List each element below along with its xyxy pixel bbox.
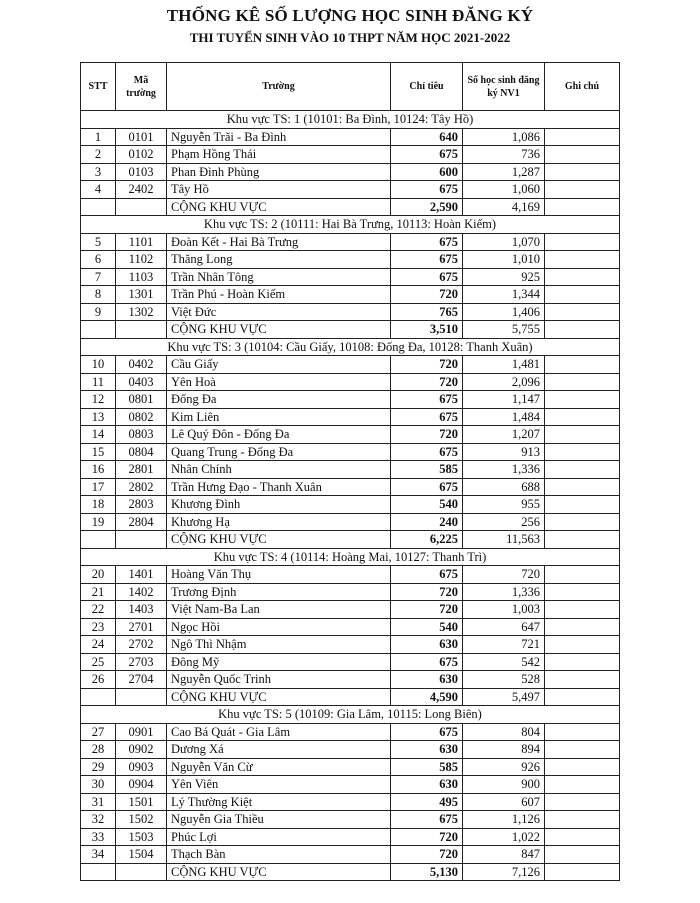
registered-cell: 1,126 bbox=[463, 811, 545, 829]
quota-cell: 675 bbox=[391, 653, 463, 671]
quota-cell: 675 bbox=[391, 181, 463, 199]
table-row bbox=[81, 356, 620, 374]
note-cell bbox=[545, 373, 620, 391]
registered-cell: 720 bbox=[463, 566, 545, 584]
table-row bbox=[81, 443, 620, 461]
school-code-cell: 1302 bbox=[116, 303, 167, 321]
note-cell bbox=[545, 811, 620, 829]
quota-cell: 675 bbox=[391, 391, 463, 409]
registered-cell: 2,096 bbox=[463, 373, 545, 391]
school-name-cell: Nguyễn Văn Cừ bbox=[167, 758, 391, 776]
school-name-cell: Trần Nhân Tông bbox=[167, 268, 391, 286]
total-registered: 4,169 bbox=[463, 198, 545, 216]
registered-cell: 1,336 bbox=[463, 583, 545, 601]
note-cell bbox=[545, 233, 620, 251]
table-row bbox=[81, 583, 620, 601]
school-name-cell: Ngô Thì Nhậm bbox=[167, 636, 391, 654]
total-quota: 5,130 bbox=[391, 863, 463, 881]
school-code-cell: 2701 bbox=[116, 618, 167, 636]
school-code-cell: 0402 bbox=[116, 356, 167, 374]
empty-cell bbox=[116, 863, 167, 881]
school-name-cell: Quang Trung - Đống Đa bbox=[167, 443, 391, 461]
school-name-cell: Yên Hoà bbox=[167, 373, 391, 391]
note-cell bbox=[545, 268, 620, 286]
table-row bbox=[81, 461, 620, 479]
registered-cell: 1,207 bbox=[463, 426, 545, 444]
table-row bbox=[81, 303, 620, 321]
header-chi-tieu: Chỉ tiêu bbox=[391, 63, 463, 111]
total-quota: 3,510 bbox=[391, 321, 463, 339]
note-cell bbox=[545, 478, 620, 496]
school-name-cell: Việt Nam-Ba Lan bbox=[167, 601, 391, 619]
school-name-cell: Nguyễn Gia Thiều bbox=[167, 811, 391, 829]
school-code-cell: 1401 bbox=[116, 566, 167, 584]
empty-cell bbox=[116, 531, 167, 549]
area-label: Khu vực TS: 3 (10104: Cầu Giấy, 10108: Đống Đa, 10128: Thanh Xuân) bbox=[81, 338, 620, 356]
school-code-cell: 1501 bbox=[116, 793, 167, 811]
school-code-cell: 1503 bbox=[116, 828, 167, 846]
school-code-cell: 1402 bbox=[116, 583, 167, 601]
area-header-row bbox=[81, 548, 620, 566]
table-row bbox=[81, 251, 620, 269]
quota-cell: 720 bbox=[391, 286, 463, 304]
total-label: CỘNG KHU VỰC bbox=[167, 863, 391, 881]
school-name-cell: Việt Đức bbox=[167, 303, 391, 321]
registered-cell: 647 bbox=[463, 618, 545, 636]
note-cell bbox=[545, 671, 620, 689]
registered-cell: 736 bbox=[463, 146, 545, 164]
note-cell bbox=[545, 566, 620, 584]
stt-cell: 3 bbox=[81, 163, 116, 181]
stt-cell: 24 bbox=[81, 636, 116, 654]
empty-cell bbox=[116, 688, 167, 706]
quota-cell: 630 bbox=[391, 636, 463, 654]
school-code-cell: 1102 bbox=[116, 251, 167, 269]
total-quota: 2,590 bbox=[391, 198, 463, 216]
quota-cell: 720 bbox=[391, 601, 463, 619]
school-code-cell: 0803 bbox=[116, 426, 167, 444]
registered-cell: 913 bbox=[463, 443, 545, 461]
area-label: Khu vực TS: 4 (10114: Hoàng Mai, 10127: Thanh Trì) bbox=[81, 548, 620, 566]
stt-cell: 21 bbox=[81, 583, 116, 601]
school-name-cell: Lê Quý Đôn - Đống Đa bbox=[167, 426, 391, 444]
table-body bbox=[81, 111, 620, 881]
school-name-cell: Kim Liên bbox=[167, 408, 391, 426]
school-code-cell: 0804 bbox=[116, 443, 167, 461]
total-quota: 6,225 bbox=[391, 531, 463, 549]
area-total-row bbox=[81, 321, 620, 339]
quota-cell: 630 bbox=[391, 741, 463, 759]
stt-cell: 28 bbox=[81, 741, 116, 759]
quota-cell: 720 bbox=[391, 583, 463, 601]
quota-cell: 720 bbox=[391, 373, 463, 391]
registered-cell: 1,003 bbox=[463, 601, 545, 619]
empty-cell bbox=[81, 531, 116, 549]
stt-cell: 29 bbox=[81, 758, 116, 776]
total-quota: 4,590 bbox=[391, 688, 463, 706]
table-row bbox=[81, 146, 620, 164]
school-name-cell: Cầu Giấy bbox=[167, 356, 391, 374]
quota-cell: 600 bbox=[391, 163, 463, 181]
registered-cell: 542 bbox=[463, 653, 545, 671]
header-so-hoc-sinh: Số học sinh đăng ký NV1 bbox=[463, 63, 545, 111]
header-ghi-chu: Ghi chú bbox=[545, 63, 620, 111]
total-label: CỘNG KHU VỰC bbox=[167, 198, 391, 216]
header-stt: STT bbox=[81, 63, 116, 111]
registered-cell: 925 bbox=[463, 268, 545, 286]
table-row bbox=[81, 373, 620, 391]
table-row bbox=[81, 513, 620, 531]
header-ma-truong: Mã trường bbox=[116, 63, 167, 111]
area-total-row bbox=[81, 688, 620, 706]
quota-cell: 720 bbox=[391, 846, 463, 864]
stt-cell: 4 bbox=[81, 181, 116, 199]
table-row bbox=[81, 671, 620, 689]
note-cell bbox=[545, 461, 620, 479]
stt-cell: 2 bbox=[81, 146, 116, 164]
school-name-cell: Hoàng Văn Thụ bbox=[167, 566, 391, 584]
registered-cell: 607 bbox=[463, 793, 545, 811]
table-row bbox=[81, 793, 620, 811]
registered-cell: 894 bbox=[463, 741, 545, 759]
school-name-cell: Nhân Chính bbox=[167, 461, 391, 479]
table-row bbox=[81, 723, 620, 741]
note-cell bbox=[545, 531, 620, 549]
area-total-row bbox=[81, 863, 620, 881]
school-code-cell: 1301 bbox=[116, 286, 167, 304]
school-name-cell: Đống Đa bbox=[167, 391, 391, 409]
note-cell bbox=[545, 863, 620, 881]
school-code-cell: 0103 bbox=[116, 163, 167, 181]
note-cell bbox=[545, 828, 620, 846]
school-code-cell: 2702 bbox=[116, 636, 167, 654]
stt-cell: 1 bbox=[81, 128, 116, 146]
stt-cell: 34 bbox=[81, 846, 116, 864]
table-row bbox=[81, 268, 620, 286]
school-code-cell: 0901 bbox=[116, 723, 167, 741]
school-name-cell: Đoàn Kết - Hai Bà Trưng bbox=[167, 233, 391, 251]
table-row bbox=[81, 758, 620, 776]
quota-cell: 640 bbox=[391, 128, 463, 146]
school-code-cell: 1101 bbox=[116, 233, 167, 251]
registered-cell: 955 bbox=[463, 496, 545, 514]
table-row bbox=[81, 741, 620, 759]
quota-cell: 675 bbox=[391, 408, 463, 426]
table-row bbox=[81, 846, 620, 864]
school-name-cell: Phúc Lợi bbox=[167, 828, 391, 846]
note-cell bbox=[545, 758, 620, 776]
school-name-cell: Nguyễn Quốc Trinh bbox=[167, 671, 391, 689]
school-code-cell: 0802 bbox=[116, 408, 167, 426]
table-row bbox=[81, 828, 620, 846]
note-cell bbox=[545, 163, 620, 181]
registered-cell: 1,406 bbox=[463, 303, 545, 321]
school-name-cell: Yên Viên bbox=[167, 776, 391, 794]
stt-cell: 26 bbox=[81, 671, 116, 689]
quota-cell: 765 bbox=[391, 303, 463, 321]
area-header-row bbox=[81, 216, 620, 234]
stt-cell: 18 bbox=[81, 496, 116, 514]
quota-cell: 675 bbox=[391, 251, 463, 269]
school-code-cell: 0102 bbox=[116, 146, 167, 164]
registered-cell: 256 bbox=[463, 513, 545, 531]
note-cell bbox=[545, 303, 620, 321]
empty-cell bbox=[116, 198, 167, 216]
stt-cell: 8 bbox=[81, 286, 116, 304]
registered-cell: 1,287 bbox=[463, 163, 545, 181]
quota-cell: 675 bbox=[391, 478, 463, 496]
note-cell bbox=[545, 601, 620, 619]
school-name-cell: Ngọc Hồi bbox=[167, 618, 391, 636]
school-name-cell: Phạm Hồng Thái bbox=[167, 146, 391, 164]
empty-cell bbox=[81, 198, 116, 216]
note-cell bbox=[545, 513, 620, 531]
registered-cell: 688 bbox=[463, 478, 545, 496]
registered-cell: 1,060 bbox=[463, 181, 545, 199]
stt-cell: 7 bbox=[81, 268, 116, 286]
quota-cell: 720 bbox=[391, 828, 463, 846]
table-row bbox=[81, 636, 620, 654]
school-code-cell: 2801 bbox=[116, 461, 167, 479]
quota-cell: 675 bbox=[391, 723, 463, 741]
stt-cell: 17 bbox=[81, 478, 116, 496]
table-row bbox=[81, 478, 620, 496]
registered-cell: 847 bbox=[463, 846, 545, 864]
table-row bbox=[81, 181, 620, 199]
registered-cell: 804 bbox=[463, 723, 545, 741]
note-cell bbox=[545, 408, 620, 426]
table-row bbox=[81, 391, 620, 409]
quota-cell: 675 bbox=[391, 566, 463, 584]
registered-cell: 721 bbox=[463, 636, 545, 654]
note-cell bbox=[545, 793, 620, 811]
school-code-cell: 0801 bbox=[116, 391, 167, 409]
registered-cell: 1,147 bbox=[463, 391, 545, 409]
note-cell bbox=[545, 286, 620, 304]
table-row bbox=[81, 811, 620, 829]
school-name-cell: Lý Thường Kiệt bbox=[167, 793, 391, 811]
stt-cell: 11 bbox=[81, 373, 116, 391]
stt-cell: 22 bbox=[81, 601, 116, 619]
area-header-row bbox=[81, 706, 620, 724]
quota-cell: 630 bbox=[391, 776, 463, 794]
note-cell bbox=[545, 391, 620, 409]
area-header-row bbox=[81, 111, 620, 129]
school-name-cell: Khương Đình bbox=[167, 496, 391, 514]
area-label: Khu vực TS: 5 (10109: Gia Lâm, 10115: Long Biên) bbox=[81, 706, 620, 724]
school-code-cell: 1103 bbox=[116, 268, 167, 286]
note-cell bbox=[545, 636, 620, 654]
table-row bbox=[81, 653, 620, 671]
quota-cell: 540 bbox=[391, 618, 463, 636]
stt-cell: 5 bbox=[81, 233, 116, 251]
school-name-cell: Nguyễn Trãi - Ba Đình bbox=[167, 128, 391, 146]
stt-cell: 10 bbox=[81, 356, 116, 374]
registered-cell: 1,481 bbox=[463, 356, 545, 374]
table-row bbox=[81, 408, 620, 426]
note-cell bbox=[545, 618, 620, 636]
table-row bbox=[81, 426, 620, 444]
area-total-row bbox=[81, 531, 620, 549]
quota-cell: 630 bbox=[391, 671, 463, 689]
registered-cell: 1,010 bbox=[463, 251, 545, 269]
quota-cell: 675 bbox=[391, 811, 463, 829]
quota-cell: 675 bbox=[391, 146, 463, 164]
note-cell bbox=[545, 321, 620, 339]
school-name-cell: Đông Mỹ bbox=[167, 653, 391, 671]
quota-cell: 675 bbox=[391, 443, 463, 461]
note-cell bbox=[545, 181, 620, 199]
page-title: THỐNG KÊ SỐ LƯỢNG HỌC SINH ĐĂNG KÝ bbox=[166, 6, 534, 25]
header-truong: Trường bbox=[167, 63, 391, 111]
table-row bbox=[81, 128, 620, 146]
school-name-cell: Cao Bá Quát - Gia Lâm bbox=[167, 723, 391, 741]
school-code-cell: 0902 bbox=[116, 741, 167, 759]
stt-cell: 13 bbox=[81, 408, 116, 426]
quota-cell: 675 bbox=[391, 268, 463, 286]
note-cell bbox=[545, 583, 620, 601]
school-name-cell: Tây Hồ bbox=[167, 181, 391, 199]
stt-cell: 23 bbox=[81, 618, 116, 636]
stt-cell: 15 bbox=[81, 443, 116, 461]
stt-cell: 32 bbox=[81, 811, 116, 829]
quota-cell: 585 bbox=[391, 461, 463, 479]
note-cell bbox=[545, 496, 620, 514]
school-name-cell: Dương Xá bbox=[167, 741, 391, 759]
note-cell bbox=[545, 443, 620, 461]
school-code-cell: 2804 bbox=[116, 513, 167, 531]
school-code-cell: 0101 bbox=[116, 128, 167, 146]
quota-cell: 540 bbox=[391, 496, 463, 514]
stt-cell: 16 bbox=[81, 461, 116, 479]
page-subtitle: THI TUYỂN SINH VÀO 10 THPT NĂM HỌC 2021-2022 bbox=[189, 30, 511, 45]
note-cell bbox=[545, 356, 620, 374]
total-label: CỘNG KHU VỰC bbox=[167, 531, 391, 549]
total-registered: 11,563 bbox=[463, 531, 545, 549]
note-cell bbox=[545, 146, 620, 164]
table-row bbox=[81, 233, 620, 251]
note-cell bbox=[545, 198, 620, 216]
stt-cell: 14 bbox=[81, 426, 116, 444]
note-cell bbox=[545, 653, 620, 671]
note-cell bbox=[545, 128, 620, 146]
table-row bbox=[81, 776, 620, 794]
school-name-cell: Trần Phú - Hoàn Kiếm bbox=[167, 286, 391, 304]
stt-cell: 9 bbox=[81, 303, 116, 321]
total-registered: 5,755 bbox=[463, 321, 545, 339]
table-header-row bbox=[81, 63, 620, 111]
area-label: Khu vực TS: 1 (10101: Ba Đình, 10124: Tây Hồ) bbox=[81, 111, 620, 129]
quota-cell: 675 bbox=[391, 233, 463, 251]
note-cell bbox=[545, 688, 620, 706]
quota-cell: 720 bbox=[391, 356, 463, 374]
empty-cell bbox=[81, 321, 116, 339]
quota-cell: 720 bbox=[391, 426, 463, 444]
school-code-cell: 0903 bbox=[116, 758, 167, 776]
stt-cell: 19 bbox=[81, 513, 116, 531]
note-cell bbox=[545, 846, 620, 864]
registration-table bbox=[80, 62, 620, 881]
school-name-cell: Phan Đình Phùng bbox=[167, 163, 391, 181]
note-cell bbox=[545, 251, 620, 269]
school-name-cell: Trương Định bbox=[167, 583, 391, 601]
empty-cell bbox=[81, 688, 116, 706]
stt-cell: 20 bbox=[81, 566, 116, 584]
stt-cell: 6 bbox=[81, 251, 116, 269]
empty-cell bbox=[116, 321, 167, 339]
total-registered: 5,497 bbox=[463, 688, 545, 706]
school-code-cell: 2803 bbox=[116, 496, 167, 514]
registered-cell: 1,484 bbox=[463, 408, 545, 426]
table-row bbox=[81, 286, 620, 304]
quota-cell: 240 bbox=[391, 513, 463, 531]
note-cell bbox=[545, 776, 620, 794]
area-label: Khu vực TS: 2 (10111: Hai Bà Trưng, 10113: Hoàn Kiếm) bbox=[81, 216, 620, 234]
table-row bbox=[81, 601, 620, 619]
empty-cell bbox=[81, 863, 116, 881]
table-row bbox=[81, 163, 620, 181]
registered-cell: 1,086 bbox=[463, 128, 545, 146]
school-code-cell: 0904 bbox=[116, 776, 167, 794]
stt-cell: 12 bbox=[81, 391, 116, 409]
area-total-row bbox=[81, 198, 620, 216]
table-row bbox=[81, 496, 620, 514]
school-name-cell: Trần Hưng Đạo - Thanh Xuân bbox=[167, 478, 391, 496]
table-row bbox=[81, 618, 620, 636]
registered-cell: 900 bbox=[463, 776, 545, 794]
school-code-cell: 2802 bbox=[116, 478, 167, 496]
total-label: CỘNG KHU VỰC bbox=[167, 321, 391, 339]
stt-cell: 25 bbox=[81, 653, 116, 671]
school-code-cell: 2704 bbox=[116, 671, 167, 689]
registered-cell: 1,344 bbox=[463, 286, 545, 304]
stt-cell: 33 bbox=[81, 828, 116, 846]
stt-cell: 31 bbox=[81, 793, 116, 811]
registered-cell: 1,070 bbox=[463, 233, 545, 251]
note-cell bbox=[545, 741, 620, 759]
note-cell bbox=[545, 426, 620, 444]
school-code-cell: 0403 bbox=[116, 373, 167, 391]
school-name-cell: Thạch Bàn bbox=[167, 846, 391, 864]
quota-cell: 495 bbox=[391, 793, 463, 811]
stt-cell: 27 bbox=[81, 723, 116, 741]
school-code-cell: 2703 bbox=[116, 653, 167, 671]
area-header-row bbox=[81, 338, 620, 356]
school-code-cell: 1502 bbox=[116, 811, 167, 829]
stt-cell: 30 bbox=[81, 776, 116, 794]
registered-cell: 1,022 bbox=[463, 828, 545, 846]
total-registered: 7,126 bbox=[463, 863, 545, 881]
table-row bbox=[81, 566, 620, 584]
school-code-cell: 2402 bbox=[116, 181, 167, 199]
quota-cell: 585 bbox=[391, 758, 463, 776]
note-cell bbox=[545, 723, 620, 741]
school-name-cell: Thăng Long bbox=[167, 251, 391, 269]
school-code-cell: 1403 bbox=[116, 601, 167, 619]
registered-cell: 1,336 bbox=[463, 461, 545, 479]
school-name-cell: Khương Hạ bbox=[167, 513, 391, 531]
school-code-cell: 1504 bbox=[116, 846, 167, 864]
total-label: CỘNG KHU VỰC bbox=[167, 688, 391, 706]
registered-cell: 926 bbox=[463, 758, 545, 776]
registered-cell: 528 bbox=[463, 671, 545, 689]
